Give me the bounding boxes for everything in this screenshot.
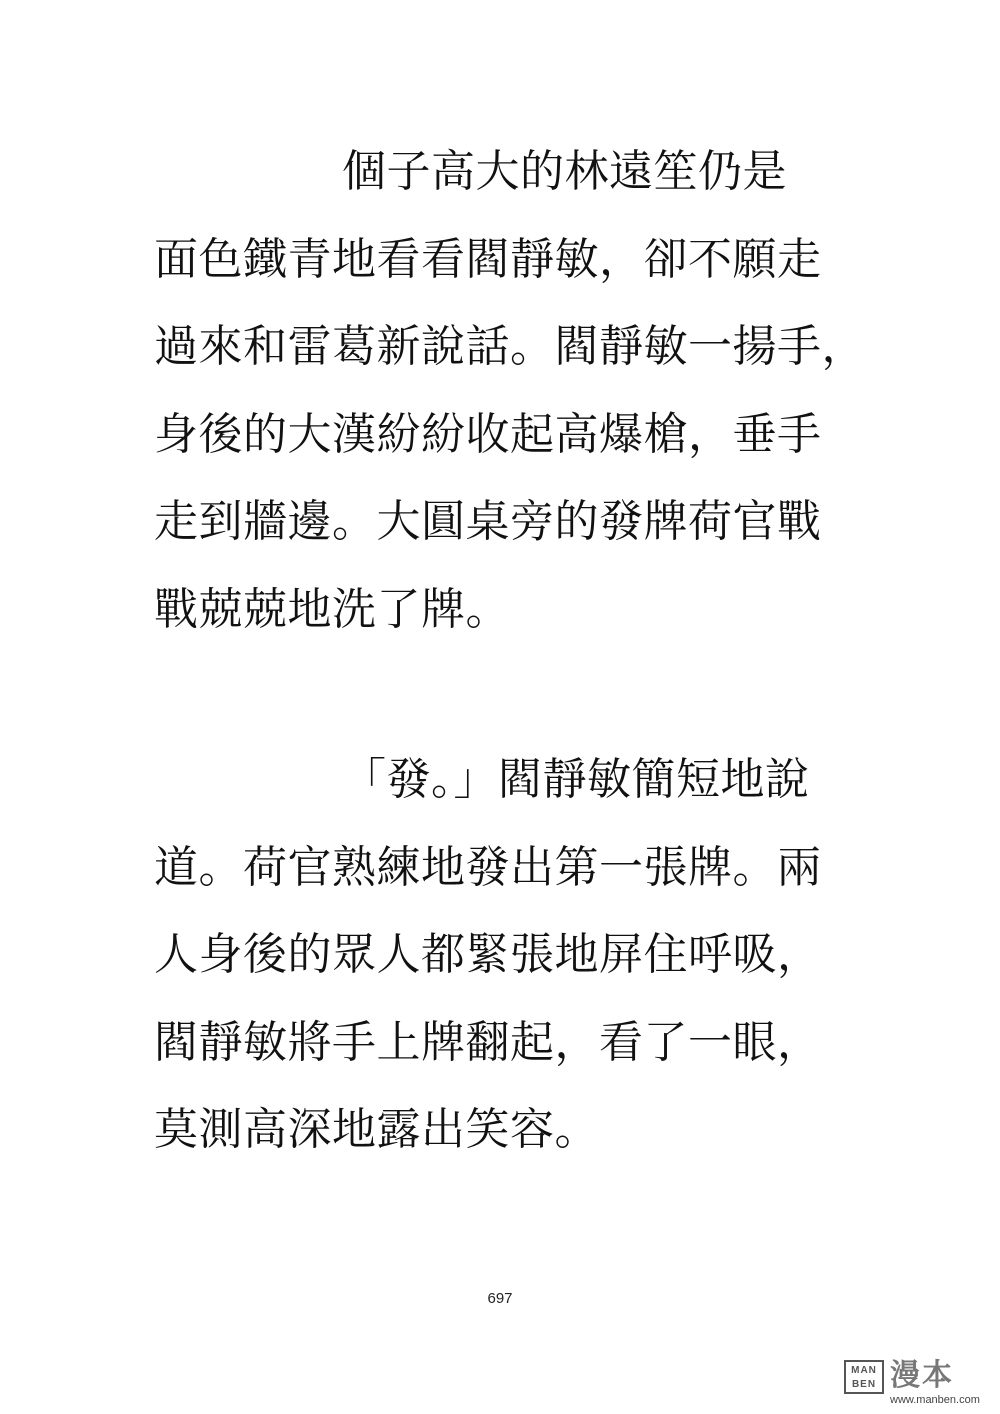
page-number: 697 [487, 1290, 513, 1307]
text-line: 身後的大漢紛紛收起高爆槍，垂手 [154, 408, 822, 460]
text-line: 道。荷官熟練地發出第一張牌。兩 [154, 841, 822, 893]
watermark-url: www.manben.com [890, 1394, 980, 1406]
text-line: 走到牆邊。大圓桌旁的發牌荷官戰 [154, 496, 822, 547]
watermark-seal-top: MAN [851, 1365, 877, 1376]
watermark [844, 1358, 994, 1408]
text-line: 閻靜敏將手上牌翻起，看了一眼， [154, 1016, 822, 1068]
text-line: 「發。」閻靜敏簡短地說 [342, 754, 810, 805]
watermark-seal-bottom: BEN [851, 1379, 877, 1390]
text-line: 面色鐵青地看看閻靜敏，卻不願走 [154, 233, 822, 285]
paragraph-2 [154, 748, 874, 1186]
paragraph-1 [154, 140, 874, 665]
text-line: 戰兢兢地洗了牌。 [154, 583, 510, 635]
text-line: 人身後的眾人都緊張地屏住呼吸， [154, 929, 822, 980]
watermark-logo-icon [844, 1360, 884, 1394]
text-line: 個子高大的林遠笙仍是 [342, 146, 787, 197]
text-line: 莫測高深地露出笑容。 [154, 1104, 599, 1155]
watermark-title: 漫本 [890, 1358, 954, 1393]
text-line: 過來和雷葛新說話。閻靜敏一揚手， [154, 321, 866, 372]
